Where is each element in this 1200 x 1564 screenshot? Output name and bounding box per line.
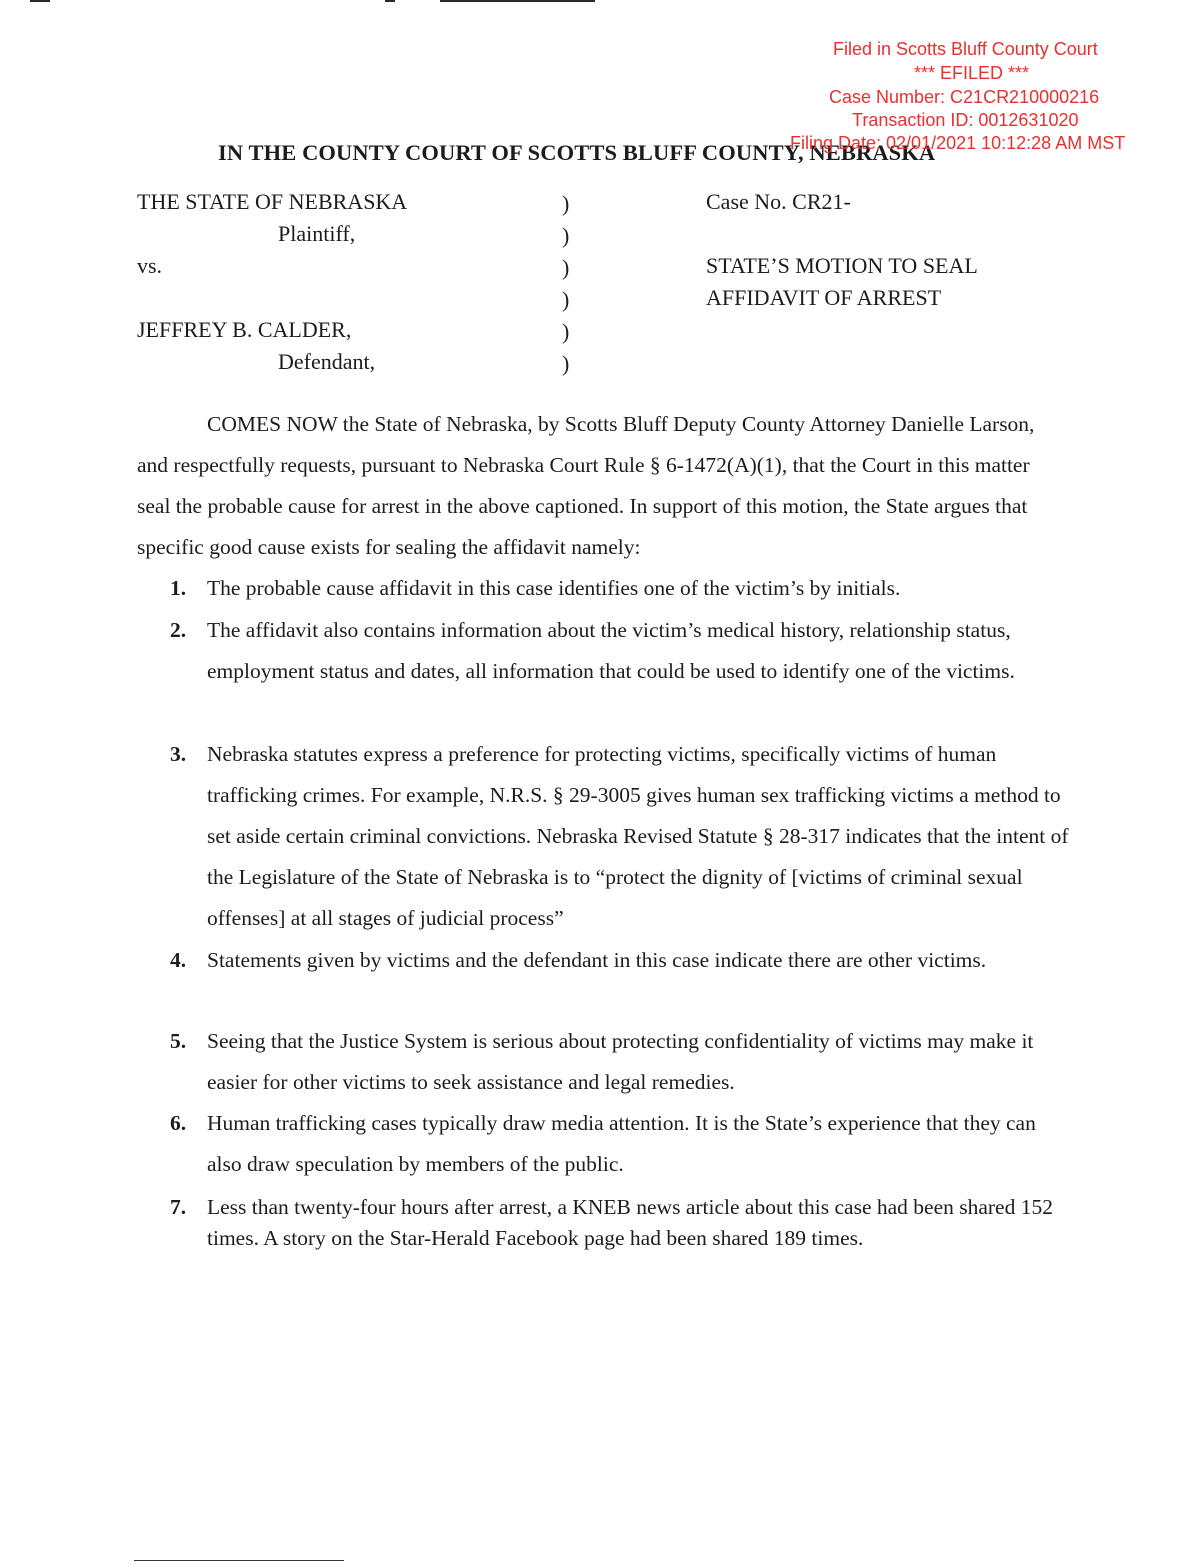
- list-number: 2.: [170, 618, 187, 642]
- list-item: [170, 1103, 1070, 1185]
- efile-stamp-line-1: Filed in Scotts Bluff County Court: [833, 39, 1098, 59]
- footer-rule: [134, 1560, 344, 1561]
- plaintiff-name: THE STATE OF NEBRASKA: [137, 189, 408, 214]
- caption-paren: ): [562, 351, 570, 376]
- list-text: The affidavit also contains information about the victim’s medical history, relationship status, employment status and dates, all information that could be used to identify one of the victims.: [207, 618, 1015, 683]
- list-item: [170, 734, 1070, 939]
- caption-paren: ): [562, 223, 570, 248]
- caption-paren: ): [562, 255, 570, 280]
- caption-paren: ): [562, 191, 570, 216]
- list-text: Human trafficking cases typically draw media attention. It is the State’s experience that they can also draw speculation by members of the public.: [207, 1111, 1036, 1176]
- motion-title-line-2: AFFIDAVIT OF ARREST: [706, 285, 942, 310]
- scan-mark: [385, 0, 395, 2]
- list-number: 4.: [170, 948, 187, 972]
- versus: vs.: [137, 253, 163, 278]
- defendant-role: Defendant,: [278, 349, 376, 374]
- defendant-name: JEFFREY B. CALDER,: [137, 317, 352, 342]
- list-item: [170, 568, 1070, 609]
- list-number: 3.: [170, 742, 187, 766]
- efile-stamp-line-2: *** EFILED ***: [914, 63, 1030, 83]
- scan-mark: [30, 0, 50, 2]
- list-item: [170, 1192, 1070, 1254]
- scan-mark: [440, 0, 595, 2]
- list-number: 7.: [170, 1195, 187, 1219]
- list-text: Seeing that the Justice System is serious about protecting confidentiality of victims may make it easier for other victims to seek assistance and legal remedies.: [207, 1029, 1034, 1094]
- list-item: [170, 1021, 1070, 1103]
- efile-stamp-line-4: Transaction ID: 0012631020: [852, 110, 1079, 130]
- intro-paragraph: COMES NOW the State of Nebraska, by Scotts Bluff Deputy County Attorney Danielle Larson, and respectfully requests, pursuant to Nebraska Court Rule § 6-1472(A)(1), that the Court in this matter seal the probable cause for arrest in the above captioned. In support of this motion, the State argues that specific good cause exists for sealing the affidavit namely:: [137, 412, 1035, 559]
- list-number: 1.: [170, 576, 187, 600]
- list-text: Nebraska statutes express a preference for protecting victims, specifically victims of human trafficking crimes. For example, N.R.S. § 29-3005 gives human sex trafficking victims a method to set aside certain criminal convictions. Nebraska Revised Statute § 28-317 indicates that the intent of the Legislature of the State of Nebraska is to “protect the dignity of [victims of criminal sexual offenses] at all stages of judicial process”: [207, 742, 1069, 930]
- case-number: Case No. CR21-: [706, 189, 851, 214]
- caption-paren: ): [562, 319, 570, 344]
- list-text: The probable cause affidavit in this case identifies one of the victim’s by initials.: [207, 576, 901, 600]
- list-item: [170, 940, 1070, 981]
- list-number: 5.: [170, 1029, 187, 1053]
- motion-title-line-1: STATE’S MOTION TO SEAL: [706, 253, 978, 278]
- list-text: Less than twenty-four hours after arrest, a KNEB news article about this case had been shared 152 times. A story on the Star-Herald Facebook page had been shared 189 times.: [207, 1195, 1053, 1250]
- list-text: Statements given by victims and the defendant in this case indicate there are other victims.: [207, 948, 987, 972]
- plaintiff-role: Plaintiff,: [278, 221, 356, 246]
- court-title: IN THE COUNTY COURT OF SCOTTS BLUFF COUNTY, NEBRASKA: [218, 140, 936, 165]
- efile-stamp-line-5: Filing Date: 02/01/2021 10:12:28 AM MST: [790, 133, 1126, 153]
- list-item: [170, 610, 1070, 692]
- caption-paren: ): [562, 287, 570, 312]
- efile-stamp-line-3: Case Number: C21CR210000216: [829, 87, 1100, 107]
- list-number: 6.: [170, 1111, 187, 1135]
